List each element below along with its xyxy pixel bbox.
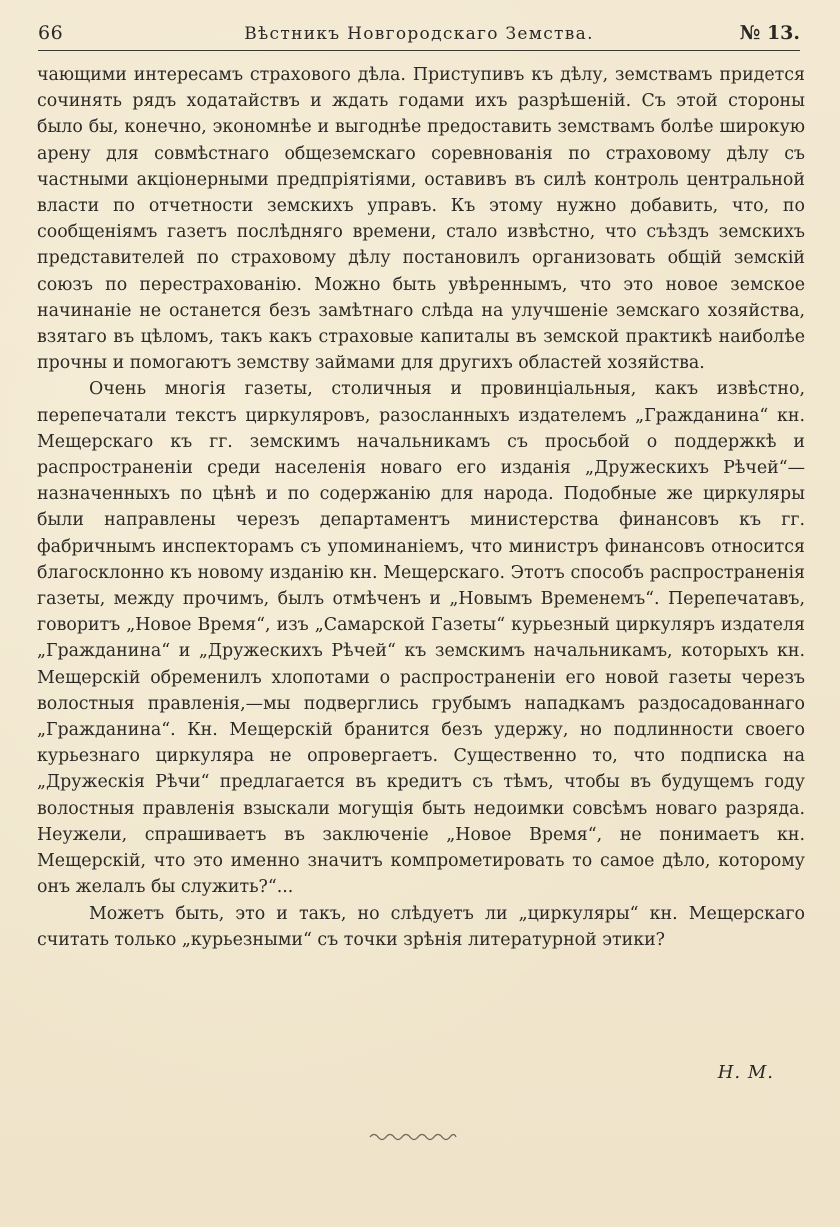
issue-number: № 13.	[739, 22, 800, 44]
journal-title: Вѣстникъ Новгородскаго Земства.	[244, 24, 594, 44]
wavy-ornament-divider	[368, 1130, 458, 1144]
author-signature: Н. М.	[717, 1062, 774, 1083]
article-body	[37, 62, 805, 953]
page-number: 66	[38, 22, 64, 44]
running-header	[38, 16, 800, 51]
paragraph-conclusion: Можетъ быть, это и такъ, но слѣдуетъ ли „циркуляры“ кн. Мещерскаго считать только „курьезными“ съ точки зрѣнія литературной этики?	[37, 903, 805, 950]
paragraph-circulars: Очень многія газеты, столичныя и провинціальныя, какъ извѣстно, перепечатали текстъ циркуляровъ, разосланныхъ издателемъ „Гражданина“ кн. Мещерскаго къ гг. земскимъ начальникамъ съ просьбой о поддержкѣ и распространеніи среди населенія новаго его изданія „Дружескихъ Рѣчей“—назначенныхъ по цѣнѣ и по содержанію для народа. Подобные же циркуляры были направлены черезъ департаментъ министерства финансовъ къ гг. фабричнымъ инспекторамъ съ упоминаніемъ, что министръ финансовъ относится благосклонно къ новому изданію кн. Мещерскаго. Этотъ способъ распространенія газеты, между прочимъ, былъ отмѣченъ и „Новымъ Временемъ“. Перепечатавъ, говоритъ „Новое Время“, изъ „Самарской Газеты“ курьезный циркуляръ издателя „Гражданина“ и „Дружескихъ Рѣчей“ къ земскимъ начальникамъ, которыхъ кн. Мещерскій обременилъ хлопотами о распространеніи его новой газеты черезъ волостныя правленія,—мы подверглись грубымъ нападкамъ раздосадованнаго „Гражданина“. Кн. Мещерскій бранится безъ удержу, но подлинности своего курьезнаго циркуляра не опровергаетъ. Существенно то, что подписка на „Дружескія Рѣчи“ предлагается въ кредитъ съ тѣмъ, чтобы въ будущемъ году волостныя правленія взыскали могущія быть недоимки совсѣмъ новаго разряда. Неужели, спрашиваетъ въ заключеніе „Новое Время“, не понимаетъ кн. Мещерскій, что это именно значитъ компрометировать то самое дѣло, которому онъ желалъ бы служить?“...	[37, 379, 805, 898]
paragraph-continuation: чающими интересамъ страхового дѣла. Приступивъ къ дѣлу, земствамъ придется сочинять рядъ ходатайствъ и ждать годами ихъ разрѣшеній. Съ этой стороны было бы, конечно, экономнѣе и выгоднѣе предоставить земствамъ болѣе широкую арену для совмѣстнаго общеземскаго соревнованія по страховому дѣлу съ частными акціонерными предпріятіями, оставивъ въ силѣ контроль центральной власти по отчетности земскихъ управъ. Къ этому нужно добавить, что, по сообщеніямъ газетъ послѣдняго времени, стало извѣстно, что съѣздъ земскихъ представителей по страховому дѣлу постановилъ организовать общій земскій союзъ по перестрахованію. Можно быть увѣреннымъ, что это новое земское начинаніе не останется безъ замѣтнаго слѣда на улучшеніе земскаго хозяйства, взятаго въ цѣломъ, такъ какъ страховые капиталы въ земской практикѣ наиболѣе прочны и помогаютъ земству займами для другихъ областей хозяйства.	[37, 65, 805, 374]
